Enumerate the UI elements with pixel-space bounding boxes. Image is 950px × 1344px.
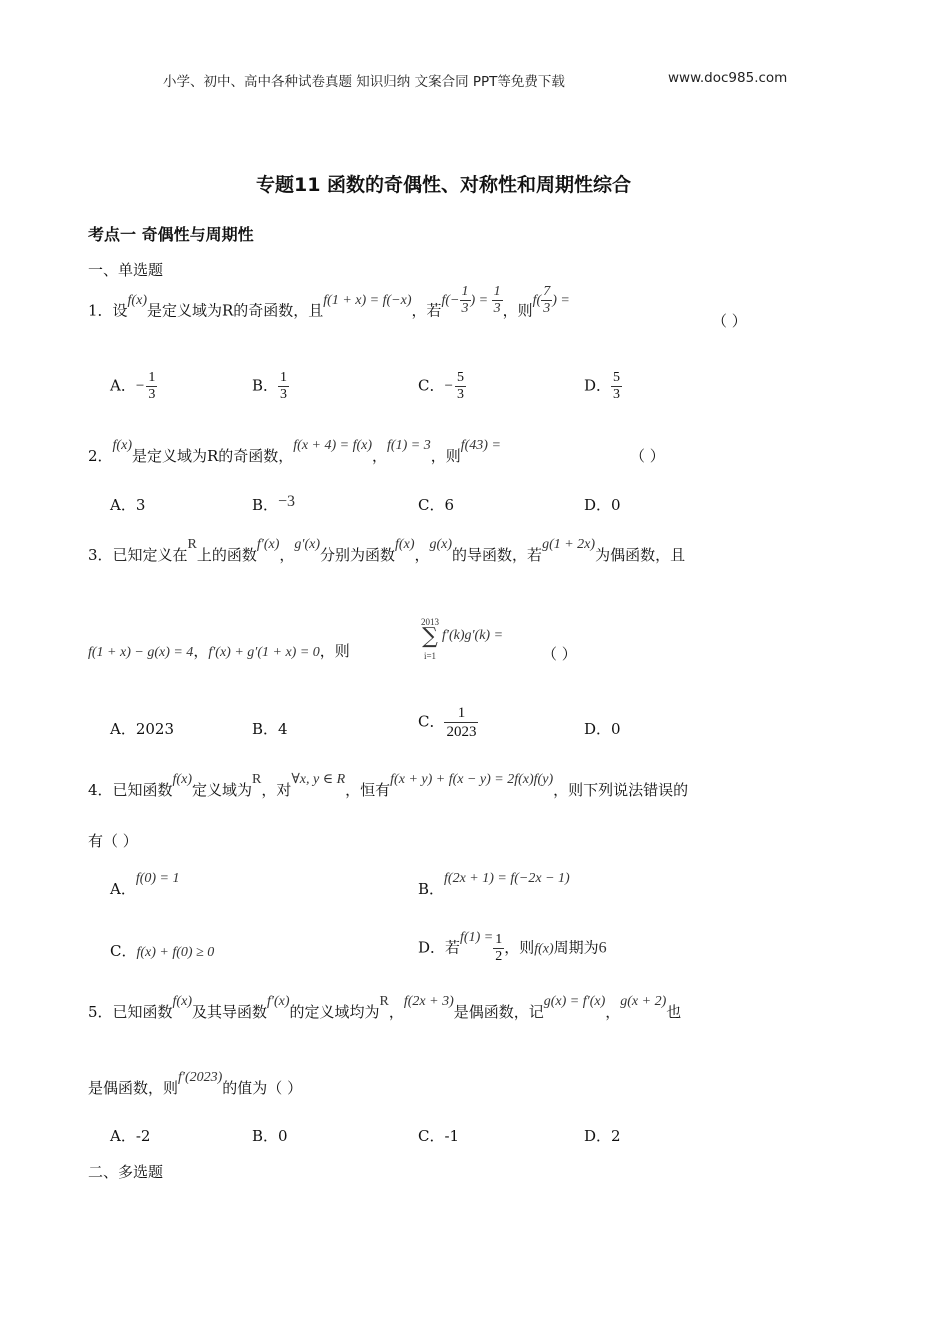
q2-fx: f(x): [112, 438, 132, 453]
q1-text3: ，则: [502, 301, 533, 320]
question-5: 5．已知函数f(x)及其导函数f′(x)的定义域均为R，f(2x + 3)是偶函数，记g(x) = f′(x)，g(x + 2)也: [88, 994, 682, 1021]
q3-cond2: f′(x) + g′(1 + x) = 0: [208, 645, 320, 660]
q4-forall: ∀x, y ∈ R: [291, 772, 346, 787]
q4-option-d[interactable]: D．若f(1) = $\frac{1}{2}$ ，则f(x)周期为6: [418, 929, 607, 964]
q3-option-b[interactable]: B．4: [252, 720, 288, 738]
kaodian-heading: 考点一 奇偶性与周期性: [88, 225, 254, 244]
q3-cond1: f(1 + x) − g(x) = 4: [88, 645, 194, 660]
q3-sum-body: f′(k)g′(k) =: [442, 628, 504, 643]
q2-cond1: f(x + 4) = f(x): [293, 438, 373, 453]
q1-option-b[interactable]: B． $\frac{1}{3}$: [252, 370, 288, 402]
q1-number: 1．设: [88, 301, 128, 320]
q3-sum-upper: 2013: [421, 617, 439, 627]
question-5-line2: 是偶函数，则f′(2023)的值为（ ）: [88, 1070, 303, 1097]
section-multi-choice: 二、多选题: [88, 1163, 164, 1181]
q3-option-d[interactable]: D．0: [584, 720, 621, 738]
q4-equation: f(x + y) + f(x − y) = 2f(x)f(y): [390, 772, 554, 787]
q2-option-b[interactable]: B．−3: [252, 493, 296, 514]
q1-fx: f(x): [127, 292, 147, 308]
question-4-line2: 有（ ）: [88, 832, 138, 850]
q2-ask: f(43) =: [460, 438, 501, 453]
q1-ask: f( $\frac{7}{3}$ ) =: [532, 284, 570, 316]
q2-answer-paren: （ ）: [630, 447, 665, 465]
q3-sum-lower: i=1: [423, 651, 437, 661]
q1-text2: ，若: [411, 301, 442, 320]
q4-option-c[interactable]: C．f(x) + f(0) ≥ 0: [110, 942, 215, 960]
q1-option-d[interactable]: D． $\frac{5}{3}$: [584, 370, 621, 402]
header-text: 小学、初中、高中各种试卷真题 知识归纳 文案合同 PPT等免费下载: [163, 74, 565, 90]
q3-answer-paren: （ ）: [542, 645, 577, 663]
question-1: [88, 284, 570, 329]
header-site-link[interactable]: www.doc985.com: [668, 70, 788, 86]
question-2: 2．f(x)是定义域为R的奇函数，f(x + 4) = f(x)，f(1) = 3，则f(43) =: [88, 438, 501, 465]
q3-option-c[interactable]: C． $\frac{1}{2023}$: [418, 705, 477, 740]
q3-sum-sign: ∑: [422, 624, 438, 649]
q4-option-a[interactable]: A．f(0) = 1: [110, 871, 180, 898]
q1-given: f(− $\frac{1}{3}$ ) = $\frac{1}{3}$: [441, 284, 501, 316]
section-single-choice: 一、单选题: [88, 261, 164, 279]
q5-option-a[interactable]: A．-2: [110, 1127, 151, 1145]
q1-answer-paren: （ ）: [712, 312, 747, 330]
question-3: 3．已知定义在R上的函数f′(x)，g′(x)分别为函数f(x)，g(x)的导函数，若g(1 + 2x)为偶函数，且: [88, 537, 686, 564]
question-3-line2: f(1 + x) − g(x) = 4，f′(x) + g′(1 + x) = 0，则: [88, 642, 350, 660]
q2-option-d[interactable]: D．0: [584, 496, 621, 514]
q1-option-c[interactable]: C．− $\frac{5}{3}$: [418, 370, 464, 402]
page-title: 专题11 函数的奇偶性、对称性和周期性综合: [256, 174, 632, 196]
q2-cond2: f(1) = 3: [387, 438, 431, 453]
question-4: 4．已知函数f(x)定义域为R，对∀x, y ∈ R，恒有f(x + y) + f(x − y) = 2f(x)f(y)，则下列说法错误的: [88, 772, 689, 799]
q1-text: 是定义域为R的奇函数，且: [146, 301, 324, 320]
q5-option-d[interactable]: D．2: [584, 1127, 621, 1145]
q2-option-a[interactable]: A．3: [110, 496, 146, 514]
q5-option-c[interactable]: C．-1: [418, 1127, 460, 1145]
q1-condition: f(1 + x) = f(−x): [323, 292, 412, 308]
q2-option-c[interactable]: C．6: [418, 496, 455, 514]
q4-option-b[interactable]: B．f(2x + 1) = f(−2x − 1): [418, 871, 570, 898]
q5-option-b[interactable]: B．0: [252, 1127, 288, 1145]
q1-option-a[interactable]: A．− $\frac{1}{3}$: [110, 370, 156, 402]
q5-ask: f′(2023): [178, 1070, 223, 1085]
q3-option-a[interactable]: A．2023: [110, 720, 175, 738]
